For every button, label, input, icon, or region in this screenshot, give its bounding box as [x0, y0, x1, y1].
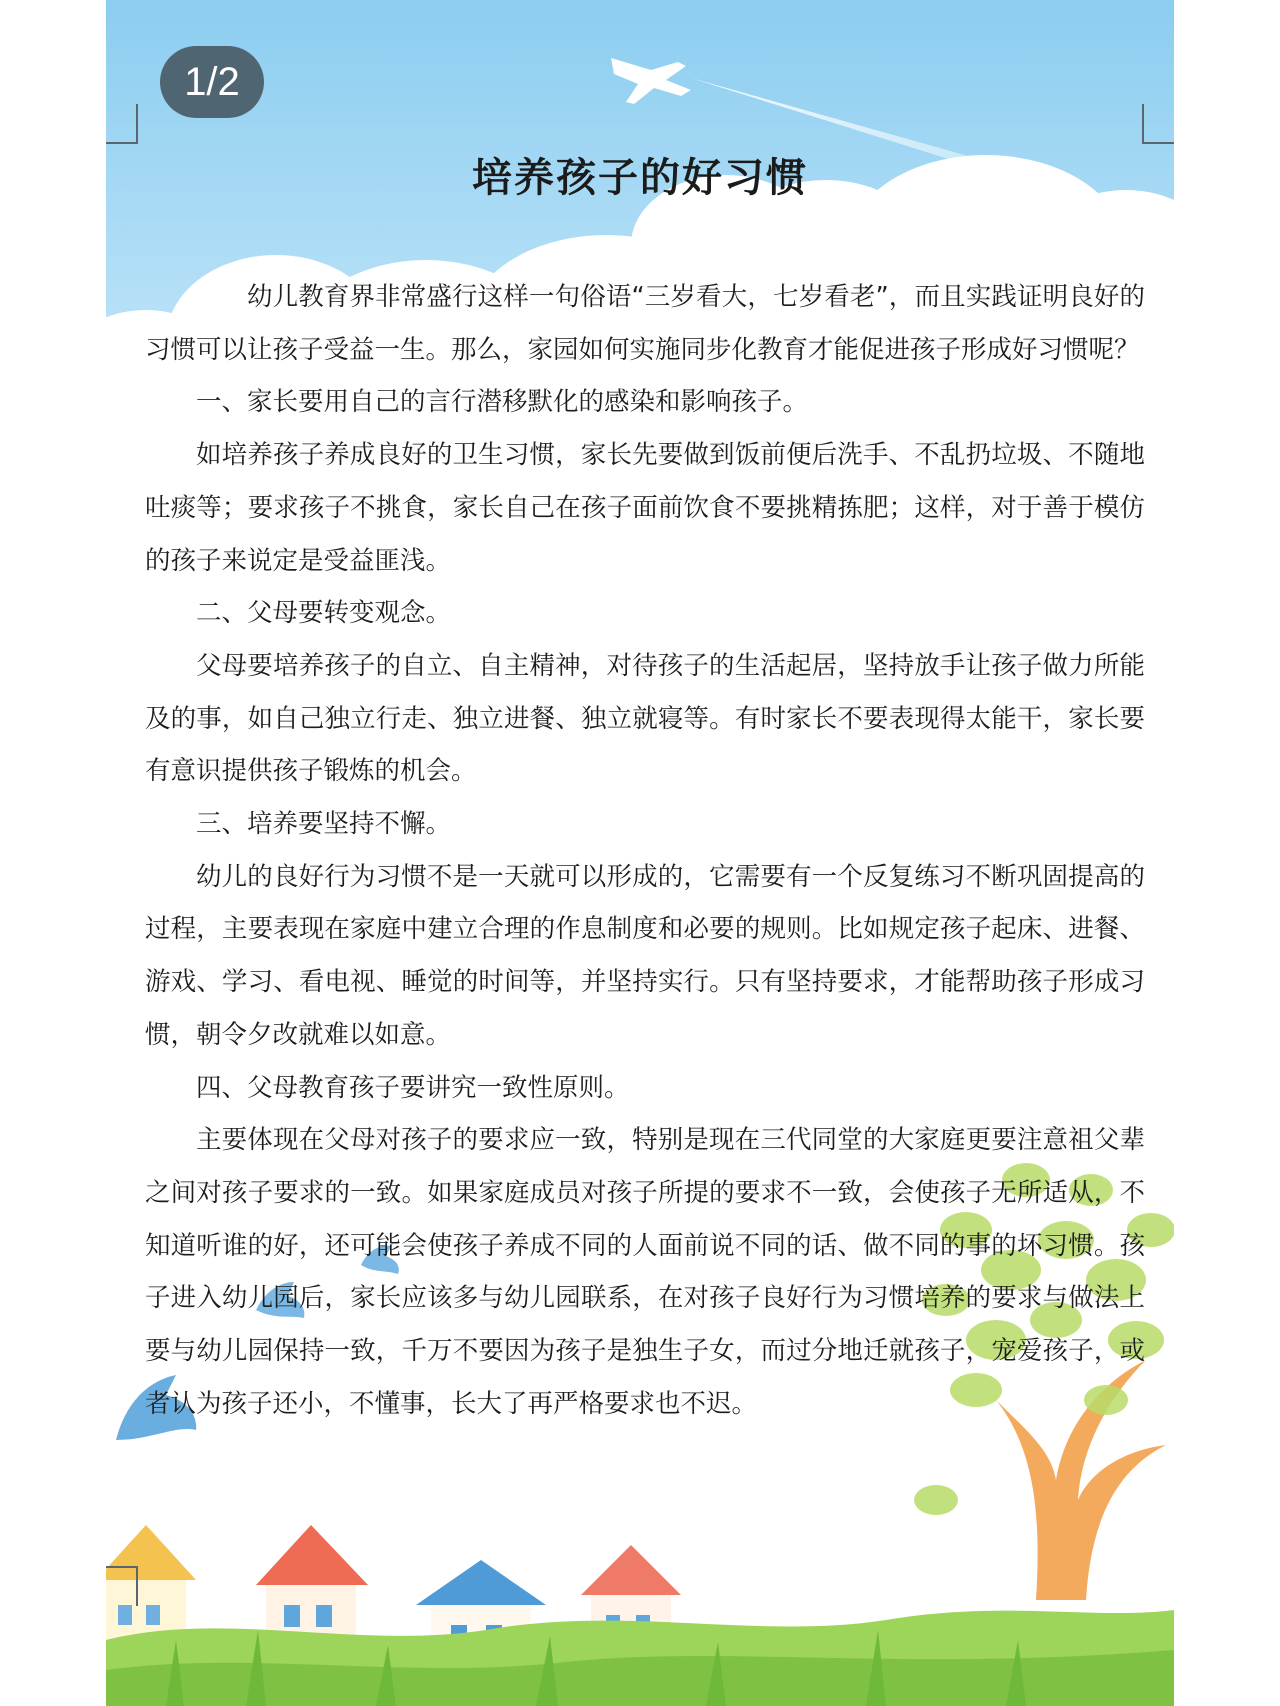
- paragraph-3: 幼儿的良好行为习惯不是一天就可以形成的，它需要有一个反复练习不断巩固提高的过程，主要表现在家庭中建立合理的作息制度和必要的规则。比如规定孩子起床、进餐、游戏、学习、看电视、睡觉的时间等，并坚持实行。只有坚持要求，才能帮助孩子形成习惯，朝令夕改就难以如意。: [145, 861, 1145, 1050]
- crop-mark-bottom-left: [106, 1566, 138, 1606]
- crop-mark-top-left: [106, 104, 138, 144]
- section-heading-4: 四、父母教育孩子要讲究一致性原则。: [196, 1072, 630, 1103]
- paragraph-2: 父母要培养孩子的自立、自主精神，对待孩子的生活起居，坚持放手让孩子做力所能及的事，如自己独立行走、独立进餐、独立就寝等。有时家长不要表现得太能干，家长要有意识提供孩子锻炼的机会。: [145, 650, 1145, 787]
- document-title: 培养孩子的好习惯: [472, 155, 808, 201]
- crop-mark-top-right: [1142, 104, 1174, 144]
- paragraph-1: 如培养孩子养成良好的卫生习惯，家长先要做到饭前便后洗手、不乱扔垃圾、不随地吐痰等；要求孩子不挑食，家长自己在孩子面前饮食不要挑精拣肥；这样，对于善于模仿的孩子来说定是受益匪浅。: [145, 440, 1145, 576]
- paragraph-intro: 幼儿教育界非常盛行这样一句俗语“三岁看大，七岁看老”，而且实践证明良好的习惯可以让孩子受益一生。那么，家园如何实施同步化教育才能促进孩子形成好习惯呢？: [145, 282, 1145, 365]
- section-heading-3: 三、培养要坚持不懈。: [196, 809, 452, 840]
- document-page: [106, 0, 1174, 1706]
- section-heading-2: 二、父母要转变观念。: [196, 598, 452, 629]
- page-indicator-badge: 1/2: [160, 46, 264, 118]
- paragraph-4: 主要体现在父母对孩子的要求应一致，特别是现在三代同堂的大家庭更要注意祖父辈之间对孩子要求的一致。如果家庭成员对孩子所提的要求不一致，会使孩子无所适从，不知道听谁的好，还可能会使孩子养成不同的人面前说不同的话、做不同的事的坏习惯。孩子进入幼儿园后，家长应该多与幼儿园联系，在对孩子良好行为习惯培养的要求与做法上要与幼儿园保持一致，千万不要因为孩子是独生子女，而过分地迁就孩子，宠爱孩子，或者认为孩子还小，不懂事，长大了再严格要求也不迟。: [145, 1125, 1145, 1419]
- section-heading-1: 一、家长要用自己的言行潜移默化的感染和影响孩子。: [196, 387, 809, 418]
- document-body: [145, 271, 1145, 1430]
